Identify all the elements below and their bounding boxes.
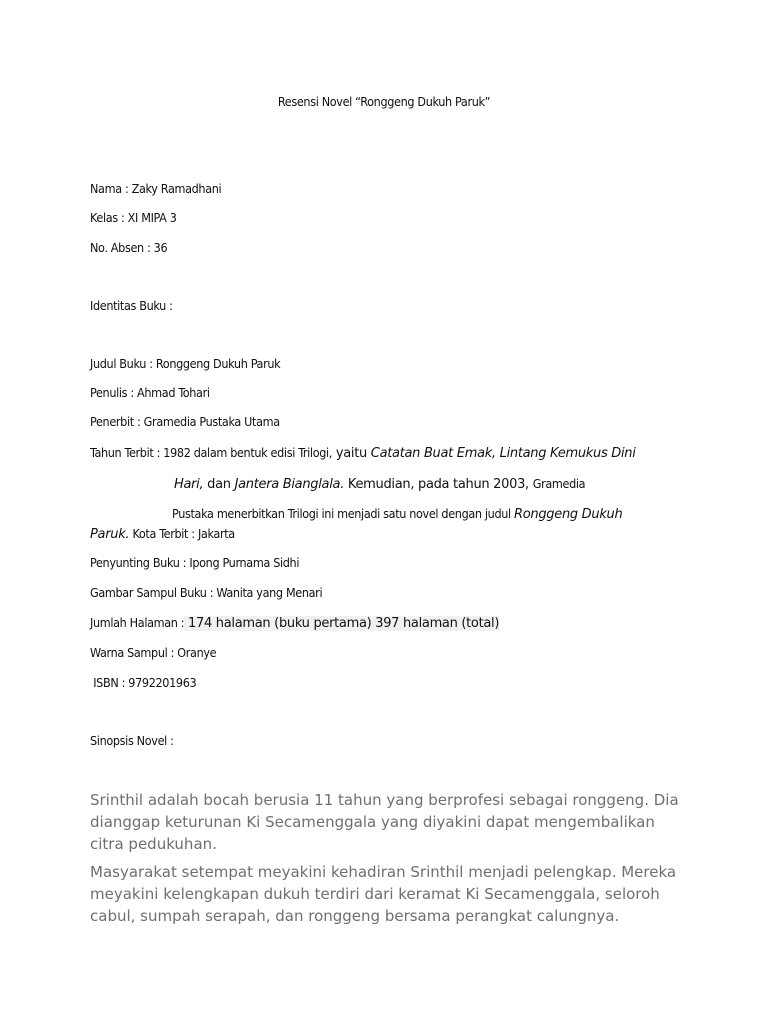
synopsis-paragraph-2: Masyarakat setempat meyakini kehadiran Srinthil menjadi pelengkap. Mereka meyakini kelengkapan dukuh terdiri dari keramat Ki Secamenggala, seloroh cabul, sumpah serapah, dan ronggeng bersama perangkat calungnya. <box>90 863 677 925</box>
book-identity-heading: Identitas Buku : <box>90 298 173 313</box>
city-field: Kota Terbit : Jakarta <box>129 526 235 541</box>
cover-color-field: Warna Sampul : Oranye <box>90 645 217 660</box>
cover-image-field: Gambar Sampul Buku : Wanita yang Menari <box>90 585 323 600</box>
student-class: Kelas : XI MIPA 3 <box>90 210 177 225</box>
author-field: Penulis : Ahmad Tohari <box>90 385 210 400</box>
publication-year-line-1: Tahun Terbit : 1982 dalam bentuk edisi Trilogi, yaitu Catatan Buat Emak, Lintang Kemukus Dini <box>90 445 636 461</box>
student-name: Nama : Zaky Ramadhani <box>90 181 222 196</box>
publication-year-line-3: Pustaka menerbitkan Trilogi ini menjadi satu novel dengan judul Ronggeng Dukuh <box>172 506 623 522</box>
page-count-field: Jumlah Halaman : 174 halaman (buku pertama) 397 halaman (total) <box>90 615 500 631</box>
publisher-field: Penerbit : Gramedia Pustaka Utama <box>90 414 280 429</box>
editor-field: Penyunting Buku : Ipong Purnama Sidhi <box>90 555 300 570</box>
publication-year-line-4: Paruk. Kota Terbit : Jakarta <box>90 526 235 542</box>
document-title: Resensi Novel “Ronggeng Dukuh Paruk” <box>277 94 491 109</box>
book-title-field: Judul Buku : Ronggeng Dukuh Paruk <box>90 356 281 371</box>
publication-year-label: Tahun Terbit : 1982 dalam bentuk edisi Trilogi, <box>90 445 333 460</box>
synopsis-heading: Sinopsis Novel : <box>90 733 174 748</box>
publication-year-line-2: Hari, dan Jantera Bianglala. Kemudian, pada tahun 2003, Gramedia <box>174 476 586 492</box>
isbn-field: ISBN : 9792201963 <box>90 675 197 690</box>
student-number: No. Absen : 36 <box>90 240 168 255</box>
synopsis-paragraph-1: Srinthil adalah bocah berusia 11 tahun yang berprofesi sebagai ronggeng. Dia dianggap keturunan Ki Secamenggala yang diyakini dapat mengembalikan citra pedukuhan. <box>90 791 679 853</box>
